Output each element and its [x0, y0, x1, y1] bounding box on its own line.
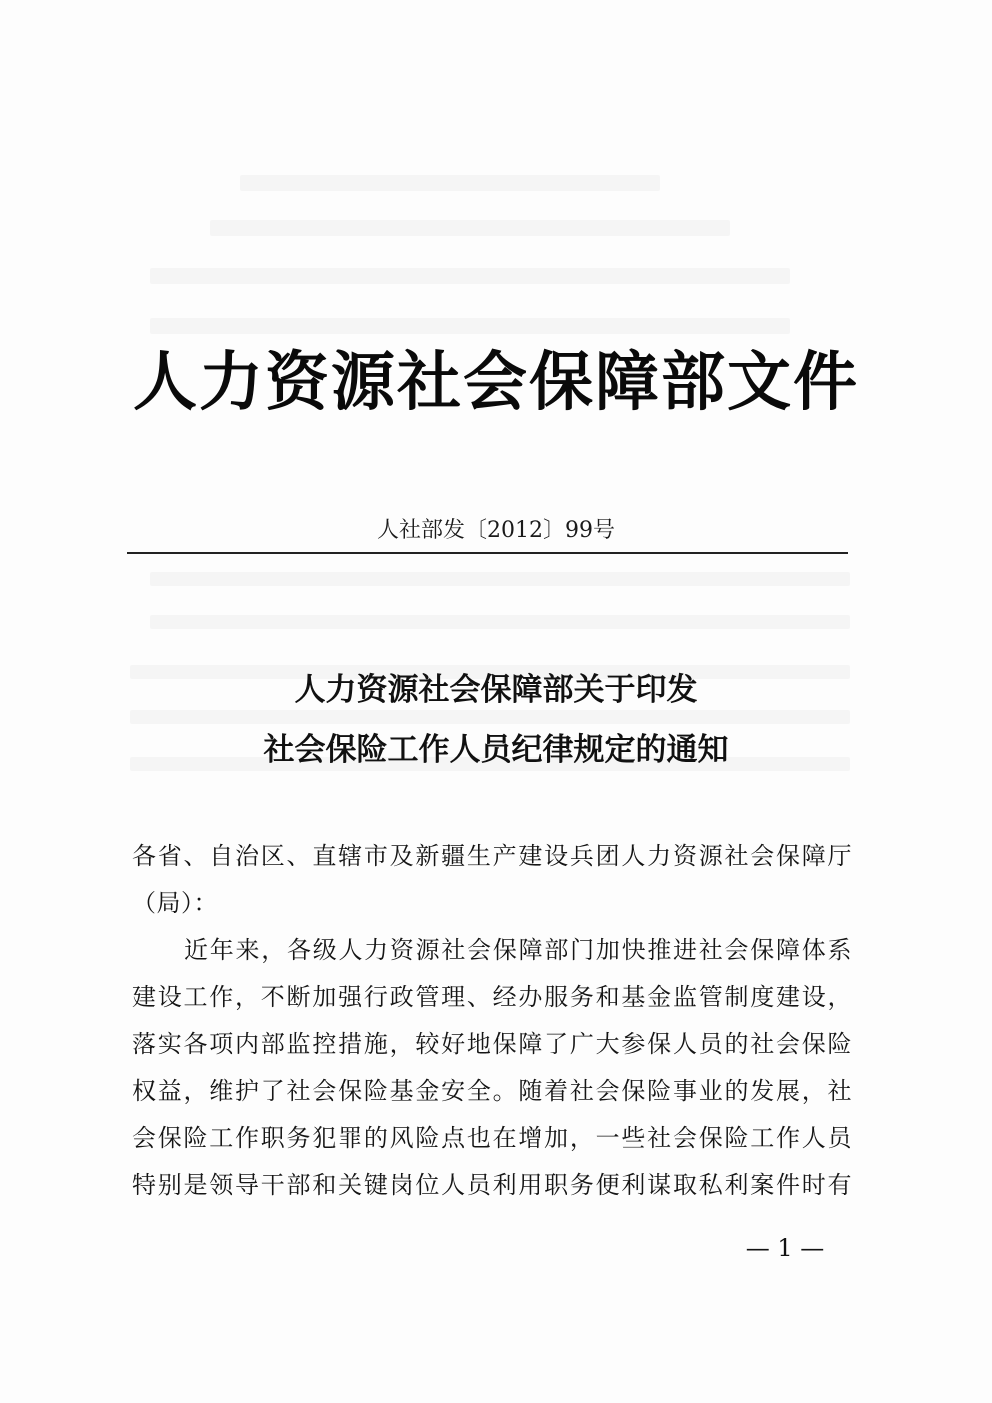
- notice-title: [0, 660, 992, 780]
- body-line: 建设工作，不断加强行政管理、经办服务和基金监管制度建设，: [132, 983, 852, 1011]
- addressee-line: （局）：: [132, 889, 218, 917]
- document-body: [132, 833, 852, 1209]
- bleed-through-mark: [210, 220, 730, 236]
- body-line: 近年来，各级人力资源社会保障部门加快推进社会保障体系: [184, 936, 852, 964]
- document-header-title: 人力资源社会保障部文件: [133, 346, 859, 420]
- notice-title-line: 社会保险工作人员纪律规定的通知: [263, 732, 729, 768]
- body-line: 落实各项内部监控措施，较好地保障了广大参保人员的社会保险: [132, 1030, 852, 1058]
- body-line: 会保险工作职务犯罪的风险点也在增加，一些社会保险工作人员: [132, 1124, 852, 1152]
- document-number: 人社部发〔2012〕99号: [377, 518, 615, 543]
- bleed-through-mark: [240, 175, 660, 191]
- notice-title-line: 人力资源社会保障部关于印发: [294, 672, 698, 708]
- addressee-line: 各省、自治区、直辖市及新疆生产建设兵团人力资源社会保障厅: [132, 842, 852, 870]
- bleed-through-mark: [150, 572, 850, 586]
- header-divider: [127, 552, 848, 554]
- bleed-through-mark: [150, 268, 790, 284]
- bleed-through-mark: [150, 615, 850, 629]
- body-line: 权益，维护了社会保险基金安全。随着社会保险事业的发展，社: [132, 1077, 852, 1105]
- bleed-through-mark: [150, 318, 790, 334]
- body-line: 特别是领导干部和关键岗位人员利用职务便利谋取私利案件时有: [132, 1171, 852, 1199]
- page-number: — 1 —: [745, 1234, 825, 1262]
